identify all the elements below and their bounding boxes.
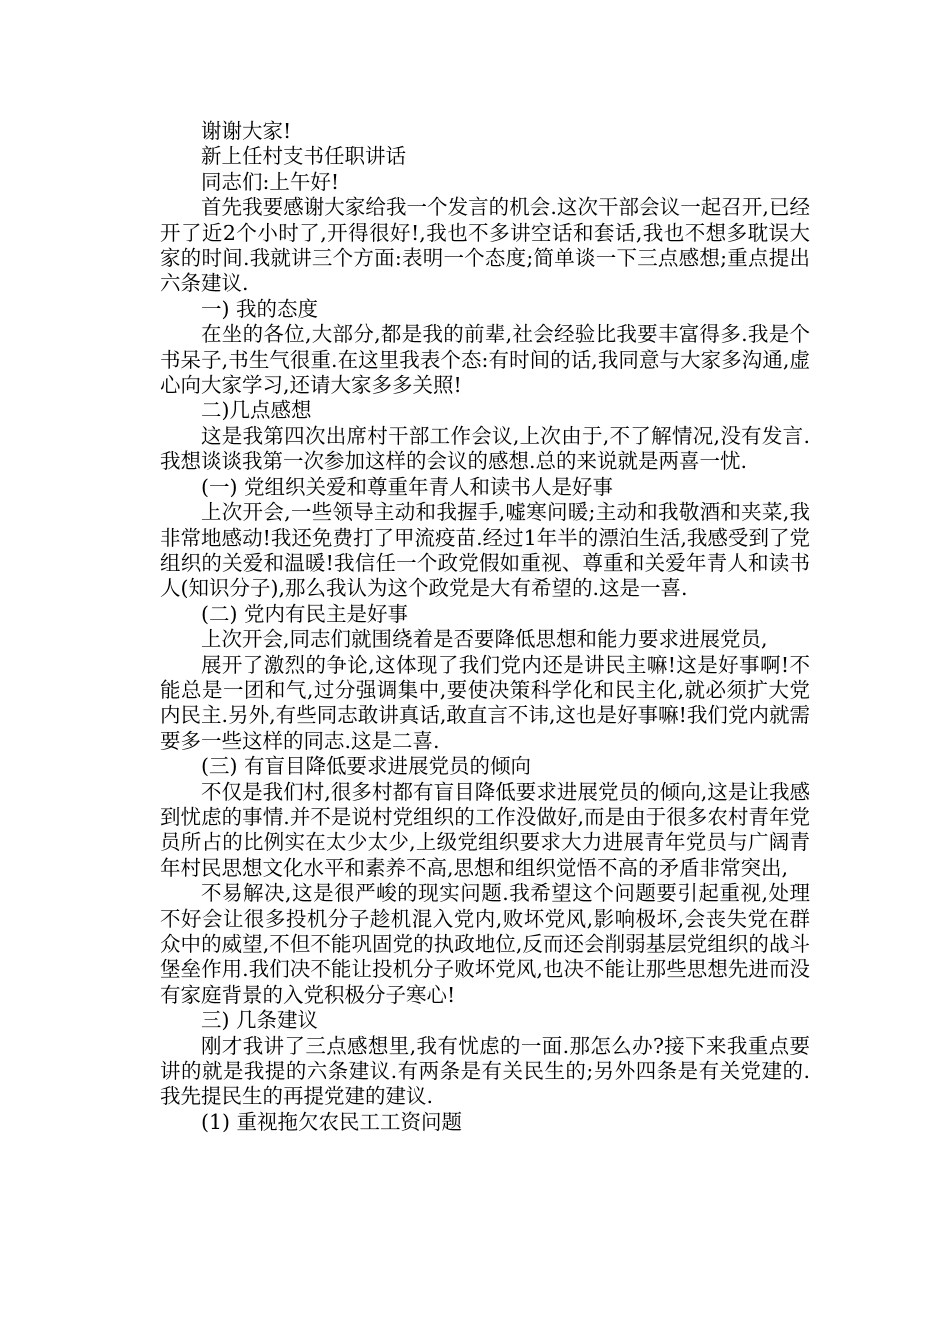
section-heading-thoughts: 二)几点感想 — [201, 398, 312, 423]
greeting-line: 同志们:上午好! — [201, 169, 340, 194]
thoughts-intro-paragraph: 这是我第四次出席村干部工作会议,上次由于,不了解情况,没有发言.我想谈谈我第一次参加这样的会议的感想.总的来说就是两喜一忧. — [160, 423, 810, 474]
care-for-youth-paragraph: 上次开会,一些领导主动和我握手,嘘寒问暖;主动和我敬酒和夹菜,我非常地感动!我还免费打了甲流疫苗.经过1年半的漂泊生活,我感受到了党组织的关爱和温暖!我信任一个政党假如重视、尊重和关爱年青人和读书人(知识分子),那么我认为这个政党是大有希望的.这是一喜. — [160, 500, 810, 601]
subheading-care-for-youth: (一) 党组织关爱和尊重年青人和读书人是好事 — [201, 474, 614, 499]
section-heading-attitude: 一) 我的态度 — [201, 296, 319, 321]
speech-title: 新上任村支书任职讲话 — [201, 144, 406, 169]
attitude-paragraph: 在坐的各位,大部分,都是我的前辈,社会经验比我要丰富得多.我是个书呆子,书生气很重.在这里我表个态:有时间的话,我同意与大家多沟通,虚心向大家学习,还请大家多多关照! — [160, 322, 810, 398]
concern-paragraph-2: 不易解决,这是很严峻的现实问题.我希望这个问题要引起重视,处理不好会让很多投机分子趁机混入党内,败坏党风,影响极坏,会丧失党在群众中的威望,不但不能巩固党的执政地位,反而还会削弱基层党组织的战斗堡垒作用.我们决不能让投机分子败坏党风,也决不能让那些思想先进而没有家庭背景的入党积极分子寒心! — [160, 881, 810, 1007]
democracy-paragraph-2: 展开了激烈的争论,这体现了我们党内还是讲民主嘛!这是好事啊!不能总是一团和气,过分强调集中,要使决策科学化和民主化,就必须扩大党内民主.另外,有些同志敢讲真话,敢直言不讳,这也是好事嘛!我们党内就需要多一些这样的同志.这是二喜. — [160, 652, 810, 753]
subheading-democracy: (二) 党内有民主是好事 — [201, 601, 409, 626]
section-heading-suggestions: 三) 几条建议 — [201, 1008, 319, 1033]
subheading-concern: (三) 有盲目降低要求进展党员的倾向 — [201, 754, 532, 779]
democracy-paragraph-1: 上次开会,同志们就围绕着是否要降低思想和能力要求进展党员, — [201, 627, 768, 652]
closing-thanks-line: 谢谢大家! — [201, 119, 292, 143]
speech-text — [160, 119, 810, 1135]
suggestions-intro-paragraph: 刚才我讲了三点感想里,我有忧虑的一面.那怎么办?接下来我重点要讲的就是我提的六条建议.有两条是有关民生的;另外四条是有关党建的.我先提民生的再提党建的建议. — [160, 1033, 810, 1109]
intro-paragraph: 首先我要感谢大家给我一个发言的机会.这次干部会议一起召开,已经开了近2个小时了,开得很好!,我也不多讲空话和套话,我也不想多耽误大家的时间.我就讲三个方面:表明一个态度;简单谈一下三点感想;重点提出六条建议. — [160, 195, 810, 296]
concern-paragraph-1: 不仅是我们村,很多村都有盲目降低要求进展党员的倾向,这是让我感到忧虑的事情.并不是说村党组织的工作没做好,而是由于很多农村青年党员所占的比例实在太少太少,上级党组织要求大力进展青年党员与广阔青年村民思想文化水平和素养不高,思想和组织觉悟不高的矛盾非常突出, — [160, 779, 810, 880]
suggestion-1-heading: (1) 重视拖欠农民工工资问题 — [201, 1109, 463, 1134]
